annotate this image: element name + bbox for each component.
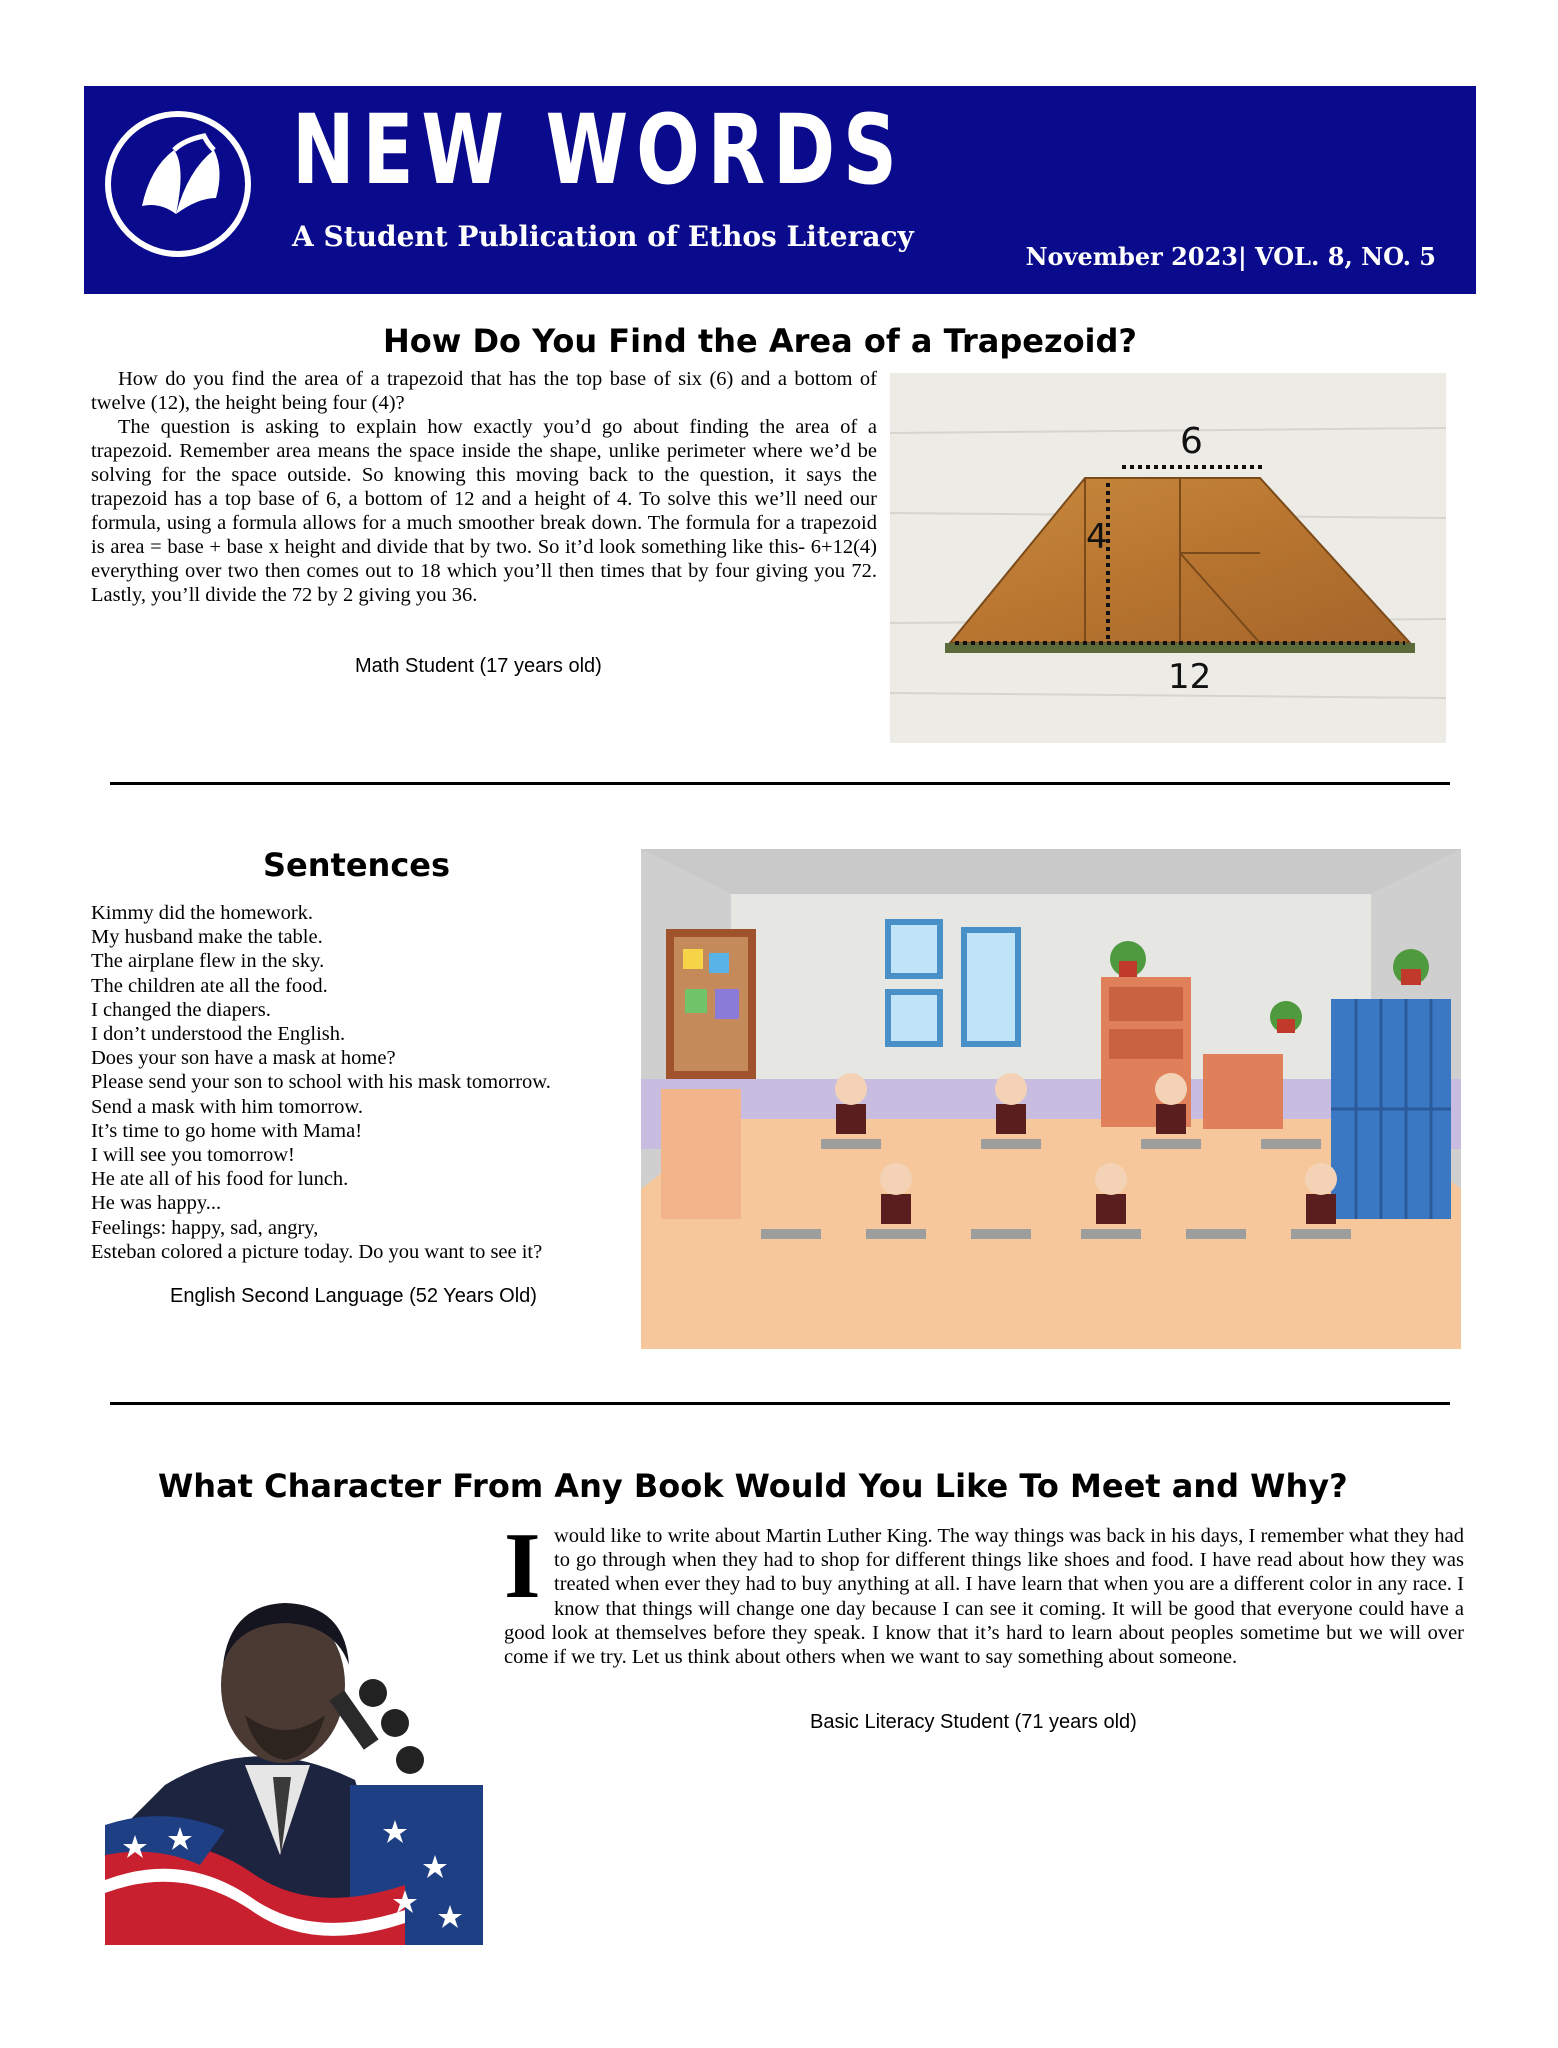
paragraph: would like to write about Martin Luther King. The way things was back in his days, I remember what they had to go through when they had to shop for different things like shoes and food. I have read about how they was treated when ever they had to buy anything at all. I have learn that when you are a different color in any race. I know that things will change one day because I can see it coming. It will be good that everyone could have a good look at themselves before they speak. I know that it’s hard to learn about peoples sometime but we will over come if we try. Let us think about others when we want to say something about someone.	[504, 1525, 1464, 1669]
section-divider	[110, 1402, 1450, 1405]
martin-luther-king-illustration	[105, 1555, 483, 1945]
sentence-line: Please send your son to school with his mask tomorrow.	[91, 1071, 551, 1094]
height-label: 4	[1086, 517, 1108, 557]
sentence-line: I changed the diapers.	[91, 998, 271, 1021]
sentence-line: He ate all of his food for lunch.	[91, 1168, 349, 1191]
sentence-line: It’s time to go home with Mama!	[91, 1119, 363, 1142]
sentence-line: He was happy...	[91, 1192, 222, 1215]
publication-title: NEW WORDS	[292, 94, 905, 206]
sentence-list	[91, 901, 551, 1264]
sentence-line: Does your son have a mask at home?	[91, 1047, 396, 1070]
publication-subtitle: A Student Publication of Ethos Literacy	[292, 220, 914, 253]
masthead	[84, 86, 1476, 294]
sentence-line: Feelings: happy, sad, angry,	[91, 1216, 319, 1239]
sentence-line: Kimmy did the homework.	[91, 902, 314, 924]
sentence-line: The airplane flew in the sky.	[91, 950, 325, 973]
trapezoid-photo	[890, 373, 1446, 743]
article-title-character: What Character From Any Book Would You Like To Meet and Why?	[158, 1467, 1348, 1505]
paragraph: The question is asking to explain how exactly you’d go about finding the area of a trapezoid. Remember area means the space inside the shape, unlike perimeter where we’d be solving for the space outside. So knowing this moving back to the question, it says the trapezoid has a top base of 6, a bottom of 12 and a height of 4. To solve this we’ll need our formula, using a formula allows for a much smoother break down. The formula for a trapezoid is area = base + base x height and divide that by two. So it’d look something like this- 6+12(4) everything over two then comes out to 18 which you’ll then times that by four giving you 72. Lastly, you’ll divide the 72 by 2 giving you 36.	[91, 416, 877, 606]
sentence-line: My husband make the table.	[91, 926, 323, 949]
article-credit-character: Basic Literacy Student (71 years old)	[810, 1711, 1137, 1733]
bottom-base-label: 12	[1168, 657, 1212, 697]
paragraph: How do you find the area of a trapezoid that has the top base of six (6) and a bottom of twelve (12), the height being four (4)?	[91, 368, 877, 414]
sentence-line: Send a mask with him tomorrow.	[91, 1095, 363, 1118]
issue-info: November 2023| VOL. 8, NO. 5	[1025, 242, 1436, 271]
sentence-line: Esteban colored a picture today. Do you want to see it?	[91, 1240, 543, 1263]
sentence-line: The children ate all the food.	[91, 974, 328, 997]
open-book-icon	[104, 110, 252, 258]
article-credit-trapezoid: Math Student (17 years old)	[355, 655, 602, 677]
top-base-label: 6	[1180, 421, 1203, 462]
article-body-character	[504, 1524, 1464, 1669]
article-title-sentences: Sentences	[263, 846, 451, 884]
article-title-trapezoid: How Do You Find the Area of a Trapezoid?	[383, 322, 1137, 360]
article-body-trapezoid	[91, 367, 877, 607]
drop-cap: I	[504, 1514, 541, 1618]
article-credit-sentences: English Second Language (52 Years Old)	[170, 1285, 537, 1307]
classroom-illustration	[641, 849, 1461, 1349]
sentence-line: I will see you tomorrow!	[91, 1144, 295, 1167]
section-divider	[110, 782, 1450, 785]
sentence-line: I don’t understood the English.	[91, 1023, 346, 1046]
